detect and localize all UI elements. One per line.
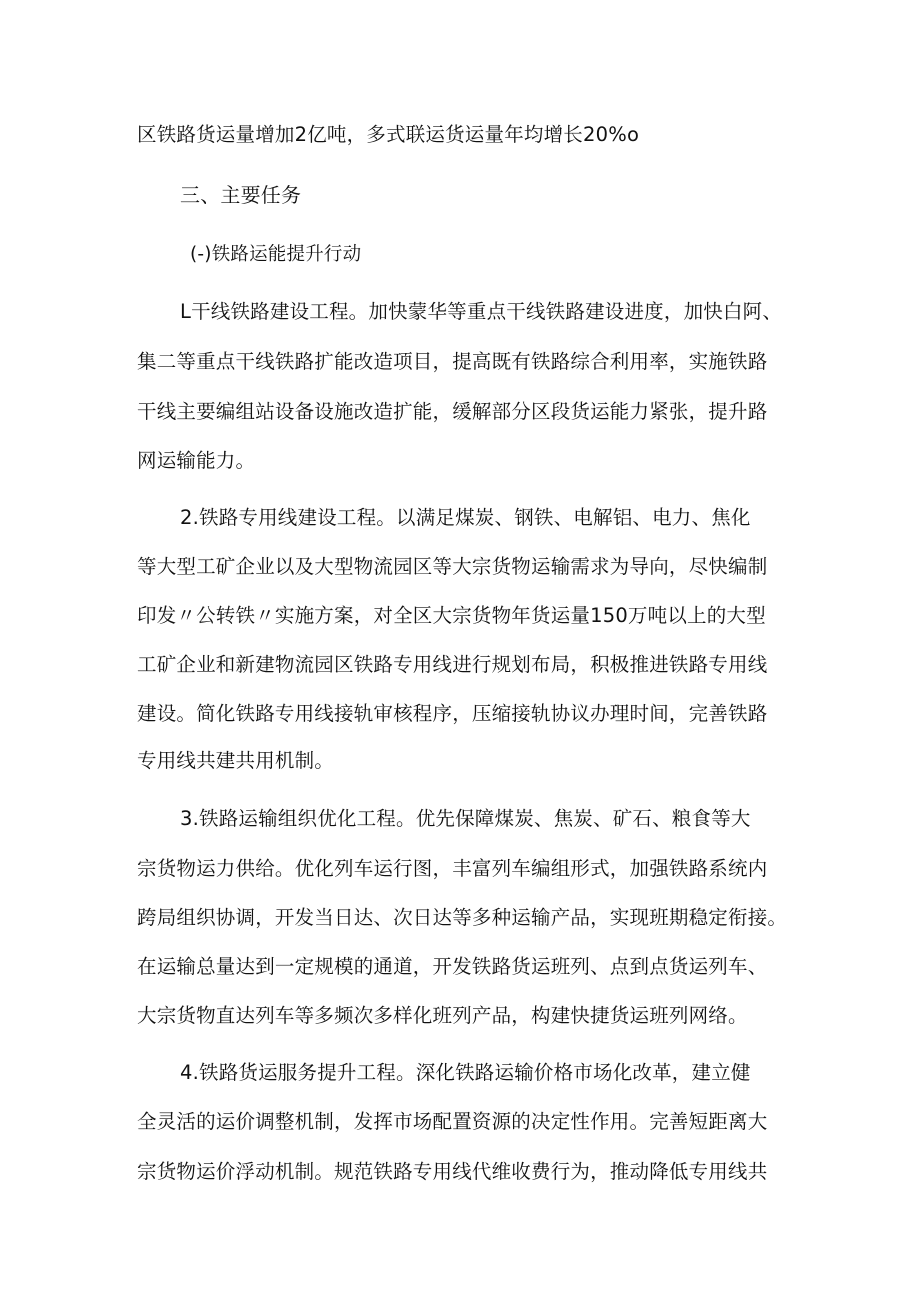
paragraph-line: 在运输总量达到一定规模的通道，开发铁路货运班列、点到点货运列车、 <box>137 955 768 978</box>
subsection-heading: (-)铁路运能提升行动 <box>190 244 362 265</box>
paragraph-line: 4.铁路货运服务提升工程。深化铁路运输价格市场化改革，建立健 <box>180 1061 751 1084</box>
paragraph-line: L干线铁路建设工程。加快蒙华等重点干线铁路建设进度，加快白阿、 <box>180 300 783 323</box>
paragraph-line: 宗货物运力供给。优化列车运行图，丰富列车编组形式，加强铁路系统内 <box>137 857 768 880</box>
paragraph-line: 等大型工矿企业以及大型物流园区等大宗货物运输需求为导向，尽快编制 <box>137 555 768 578</box>
paragraph-line: 集二等重点干线铁路扩能改造项目，提高既有铁路综合利用率，实施铁路 <box>137 350 768 373</box>
paragraph-line: 2.铁路专用线建设工程。以满足煤炭、钢铁、电解铝、电力、焦化 <box>180 506 751 529</box>
paragraph-line: 网运输能力。 <box>137 449 256 472</box>
section-heading: 三、主要任务 <box>180 183 302 207</box>
paragraph-line: 跨局组织协调，开发当日达、次日达等多种运输产品，实现班期稳定衔接。 <box>137 906 788 929</box>
paragraph-line: 3.铁路运输组织优化工程。优先保障煤炭、焦炭、矿石、粮食等大 <box>180 807 751 830</box>
paragraph-line: 区铁路货运量增加2亿吨，多式联运货运量年均增长20%o <box>137 123 640 146</box>
paragraph-line: 印发〃公转铁〃实施方案，对全区大宗货物年货运量150万吨以上的大型 <box>137 604 766 627</box>
paragraph-line: 干线主要编组站设备设施改造扩能，缓解部分区段货运能力紧张，提升路 <box>137 400 768 423</box>
paragraph-line: 专用线共建共用机制。 <box>137 749 335 772</box>
paragraph-line: 全灵活的运价调整机制，发挥市场配置资源的决定性作用。完善短距离大 <box>137 1110 768 1133</box>
paragraph-line: 宗货物运价浮动机制。规范铁路专用线代维收费行为，推动降低专用线共 <box>137 1160 768 1183</box>
paragraph-line: 建设。简化铁路专用线接轨审核程序，压缩接轨协议办理时间，完善铁路 <box>137 702 768 725</box>
paragraph-line: 大宗货物直达列车等多频次多样化班列产品，构建快捷货运班列网络。 <box>137 1004 748 1027</box>
paragraph-line: 工矿企业和新建物流园区铁路专用线进行规划布局，积极推进铁路专用线 <box>137 653 768 676</box>
